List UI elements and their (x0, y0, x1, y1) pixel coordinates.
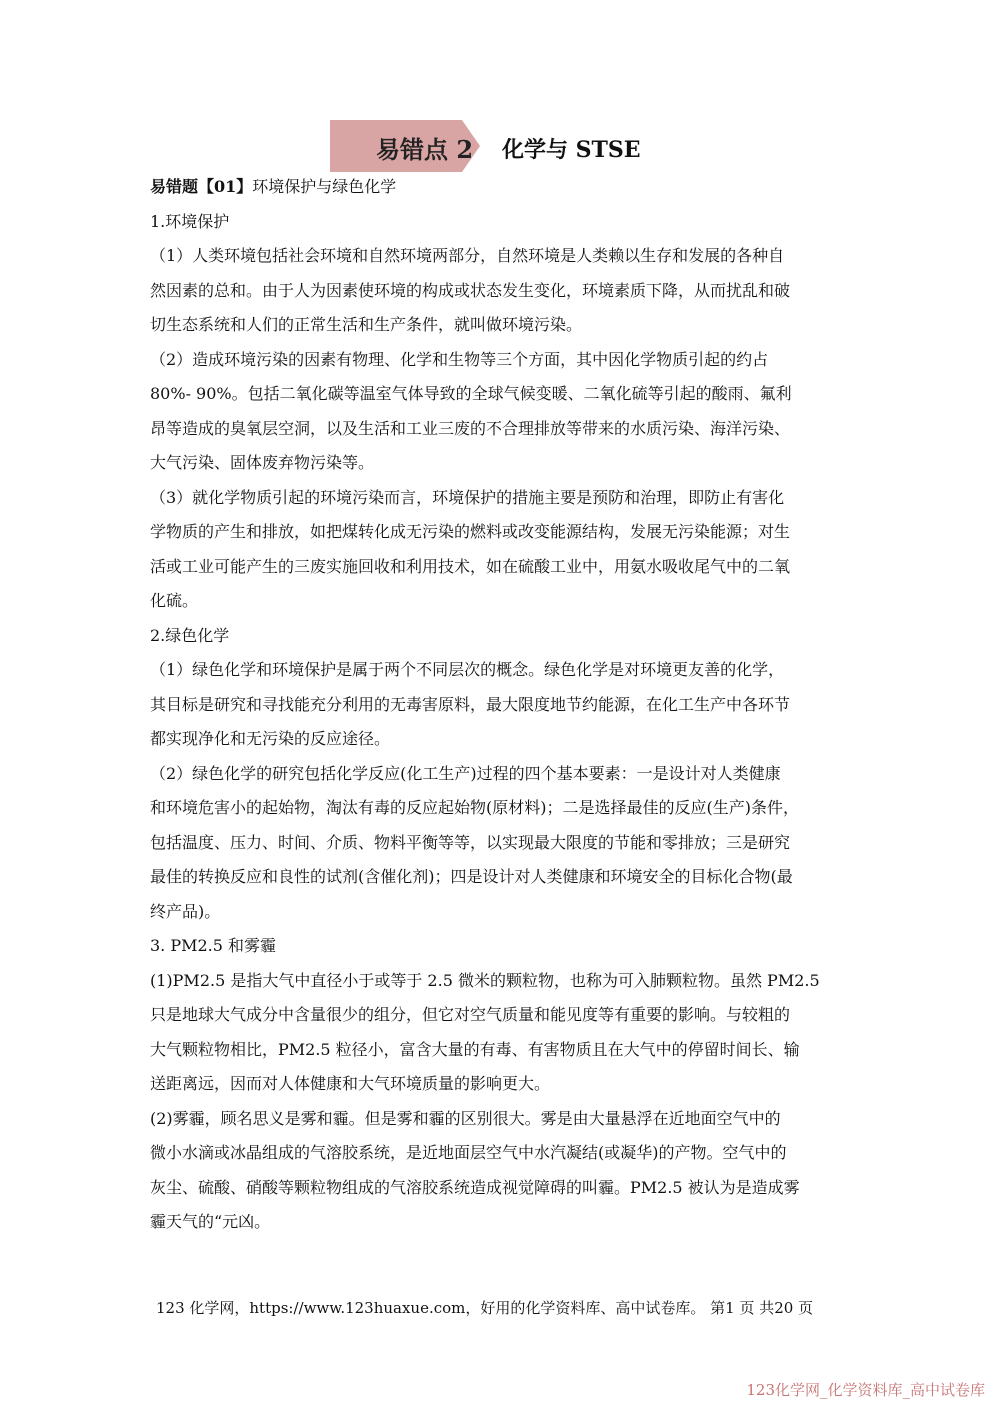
text-line: （1）人类环境包括社会环境和自然环境两部分，自然环境是人类赖以生存和发展的各种自 (150, 246, 785, 265)
text-line: 灰尘、硫酸、硝酸等颗粒物组成的气溶胶系统造成视觉障碍的叫霾。PM2.5 被认为是造成雾 (150, 1177, 800, 1197)
banner-topic-title: 化学与 STSE (502, 137, 641, 163)
text-line: （2）造成环境污染的因素有物理、化学和生物等三个方面，其中因化学物质引起的约占 (150, 349, 769, 369)
text-line: 昂等造成的臭氧层空洞，以及生活和工业三废的不合理排放等带来的水质污染、海洋污染、 (150, 418, 791, 438)
section-title (150, 170, 855, 205)
text-line: 活或工业可能产生的三废实施回收和利用技术，如在硫酸工业中，用氨水吸收尾气中的二氧 (150, 556, 791, 576)
text-line: 大气颗粒物相比，PM2.5 粒径小，富含大量的有毒、有害物质且在大气中的停留时间长、输 (150, 1039, 800, 1059)
text-line: 大气污染、固体废弃物污染等。 (150, 453, 375, 472)
text-line: 霾天气的“元凶。 (150, 1212, 271, 1231)
text-line: 送距离远，因而对人体健康和大气环境质量的影响更大。 (150, 1074, 551, 1093)
text-line: 学物质的产生和排放，如把煤转化成无污染的燃料或改变能源结构，发展无污染能源；对生 (150, 522, 791, 541)
text-line: (2)雾霾，顾名思义是雾和霾。但是雾和霾的区别很大。雾是由大量悬浮在近地面空气中的 (150, 1108, 781, 1128)
document-body (150, 170, 855, 1240)
text-line: 微小水滴或冰晶组成的气溶胶系统，是近地面层空气中水汽凝结(或凝华)的产物。空气中的 (150, 1143, 787, 1162)
text-line: 都实现净化和无污染的反应途径。 (150, 729, 391, 748)
text-line: 只是地球大气成分中含量很少的组分，但它对空气质量和能见度等有重要的影响。与较粗的 (150, 1005, 791, 1024)
banner-topic-number: 易错点 2 (376, 135, 474, 164)
text-line: 最佳的转换反应和良性的试剂(含催化剂)；四是设计对人类健康和环境安全的目标化合物(最 (150, 867, 793, 886)
text-line: （2）绿色化学的研究包括化学反应(化工生产)过程的四个基本要素：一是设计对人类健康 (150, 763, 781, 783)
text-line: （1）绿色化学和环境保护是属于两个不同层次的概念。绿色化学是对环境更友善的化学， (150, 660, 785, 679)
watermark-text: 123化学网_化学资料库_高中试卷库 (746, 1381, 985, 1399)
text-line: 和环境危害小的起始物，淘汰有毒的反应起始物(原材料)；二是选择最佳的反应(生产)条件， (150, 798, 799, 817)
text-line: 终产品)。 (150, 901, 221, 921)
section-title-label: 易错题【01】 (150, 177, 253, 196)
text-line: 1.环境保护 (150, 211, 230, 231)
text-line: 3. PM2.5 和雾霾 (150, 936, 277, 955)
text-line: (1)PM2.5 是指大气中直径小于或等于 2.5 微米的颗粒物，也称为可入肺颗粒物。虽然 PM2.5 (150, 970, 820, 990)
text-line: （3）就化学物质引起的环境污染而言，环境保护的措施主要是预防和治理，即防止有害化 (150, 487, 785, 507)
section-title-text: 环境保护与绿色化学 (252, 177, 397, 196)
page-banner (330, 120, 652, 172)
page-footer: 123 化学网，https://www.123huaxue.com，好用的化学资料库、高中试卷库。 第1 页 共20 页 (156, 1299, 814, 1317)
text-line: 2.绿色化学 (150, 625, 230, 645)
text-line: 包括温度、压力、时间、介质、物料平衡等等，以实现最大限度的节能和零排放；三是研究 (150, 832, 791, 852)
text-line: 切生态系统和人们的正常生活和生产条件，就叫做环境污染。 (150, 315, 583, 334)
text-line: 其目标是研究和寻找能充分利用的无毒害原料，最大限度地节约能源，在化工生产中各环节 (150, 694, 791, 714)
text-line: 化硫。 (150, 591, 199, 610)
text-line: 然因素的总和。由于人为因素使环境的构成或状态发生变化，环境素质下降，从而扰乱和破 (150, 280, 791, 300)
text-line: 80%- 90%。包括二氧化碳等温室气体导致的全球气候变暖、二氧化硫等引起的酸雨、氟利 (150, 384, 792, 403)
